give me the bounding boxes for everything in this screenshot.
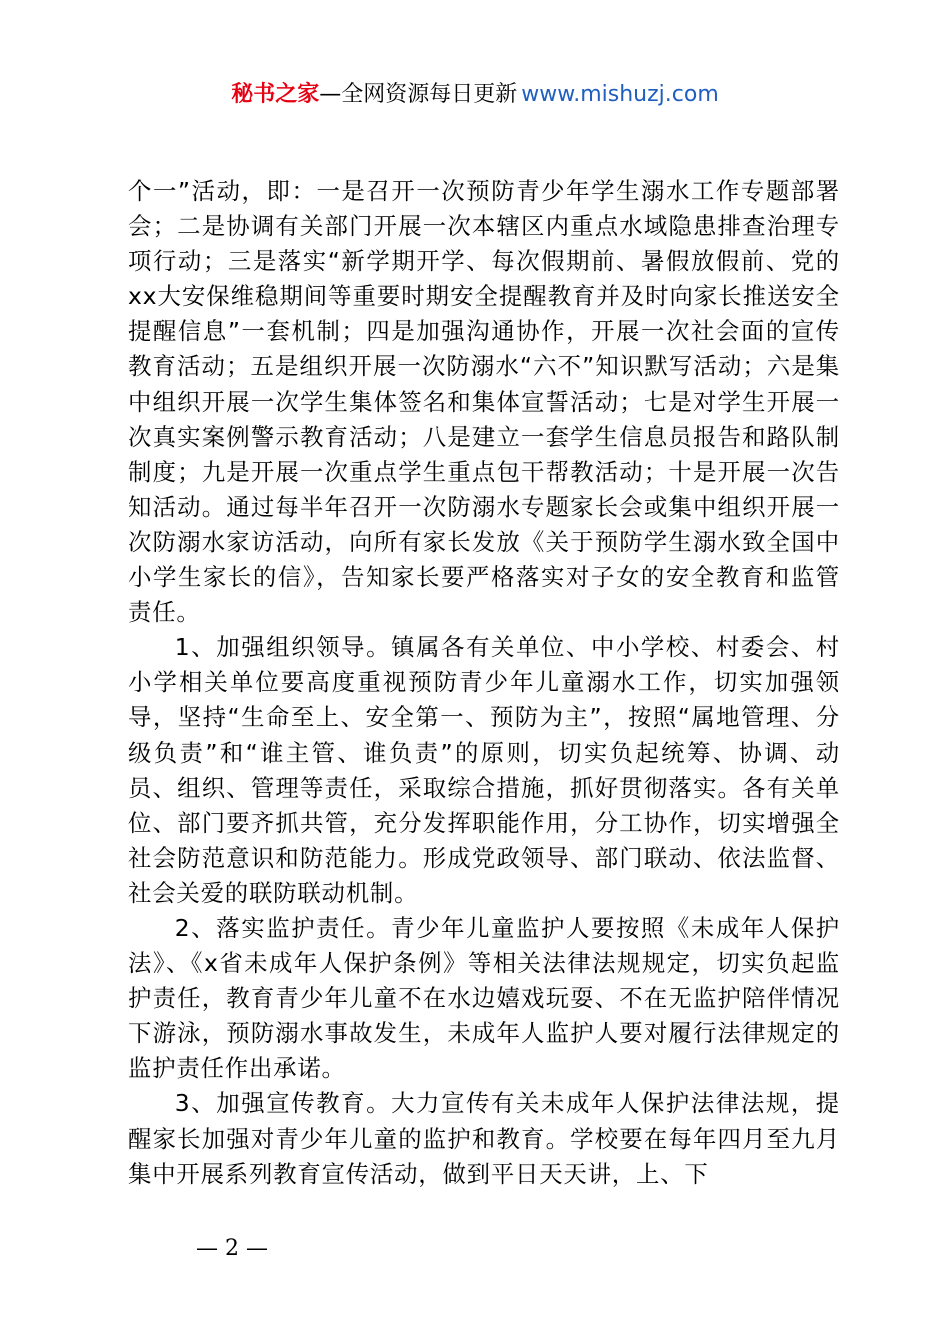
header-url[interactable]: www.mishuzj.com bbox=[521, 82, 719, 107]
header-slogan: —全网资源每日更新 bbox=[319, 82, 518, 107]
brand-name: 秘书之家 bbox=[231, 82, 320, 107]
document-body bbox=[128, 174, 840, 1192]
paragraph-organization-leadership: 1、加强组织领导。镇属各有关单位、中小学校、村委会、村小学相关单位要高度重视预防青少年儿童溺水工作，切实加强领导，坚持“生命至上、安全第一、预防为主”，按照“属地管理、分级负责”和“谁主管、谁负责”的原则，切实负起统筹、协调、动员、组织、管理等责任，采取综合措施，抓好贯彻落实。各有关单位、部门要齐抓共管，充分发挥职能作用，分工协作，切实增强全社会防范意识和防范能力。形成党政领导、部门联动、依法监督、社会关爱的联防联动机制。 bbox=[128, 633, 840, 907]
paragraph-publicity-education: 3、加强宣传教育。大力宣传有关未成年人保护法律法规，提醒家长加强对青少年儿童的监护和教育。学校要在每年四月至九月集中开展系列教育宣传活动，做到平日天天讲，上、下 bbox=[128, 1089, 840, 1188]
page-number: — 2 — bbox=[196, 1236, 268, 1261]
site-header bbox=[0, 78, 950, 112]
paragraph-guardian-responsibility: 2、落实监护责任。青少年儿童监护人要按照《未成年人保护法》、《x省未成年人保护条例》等相关法律法规规定，切实负起监护责任，教育青少年儿童不在水边嬉戏玩耍、不在无监护陪伴情况下游泳，预防溺水事故发生，未成年人监护人要对履行法律规定的监护责任作出承诺。 bbox=[128, 913, 840, 1083]
paragraph-continuation: 个一”活动，即：一是召开一次预防青少年学生溺水工作专题部署会；二是协调有关部门开展一次本辖区内重点水域隐患排查治理专项行动；三是落实“新学期开学、每次假期前、暑假放假前、党的xx大安保维稳期间等重要时期安全提醒教育并及时向家长推送安全提醒信息”一套机制；四是加强沟通协作，开展一次社会面的宣传教育活动；五是组织开展一次防溺水“六不”知识默写活动；六是集中组织开展一次学生集体签名和集体宣誓活动；七是对学生开展一次真实案例警示教育活动；八是建立一套学生信息员报告和路队制制度；九是开展一次重点学生重点包干帮教活动；十是开展一次告知活动。通过每半年召开一次防溺水专题家长会或集中组织开展一次防溺水家访活动，向所有家长发放《关于预防学生溺水致全国中小学生家长的信》，告知家长要严格落实对子女的安全教育和监管责任。 bbox=[128, 177, 840, 627]
